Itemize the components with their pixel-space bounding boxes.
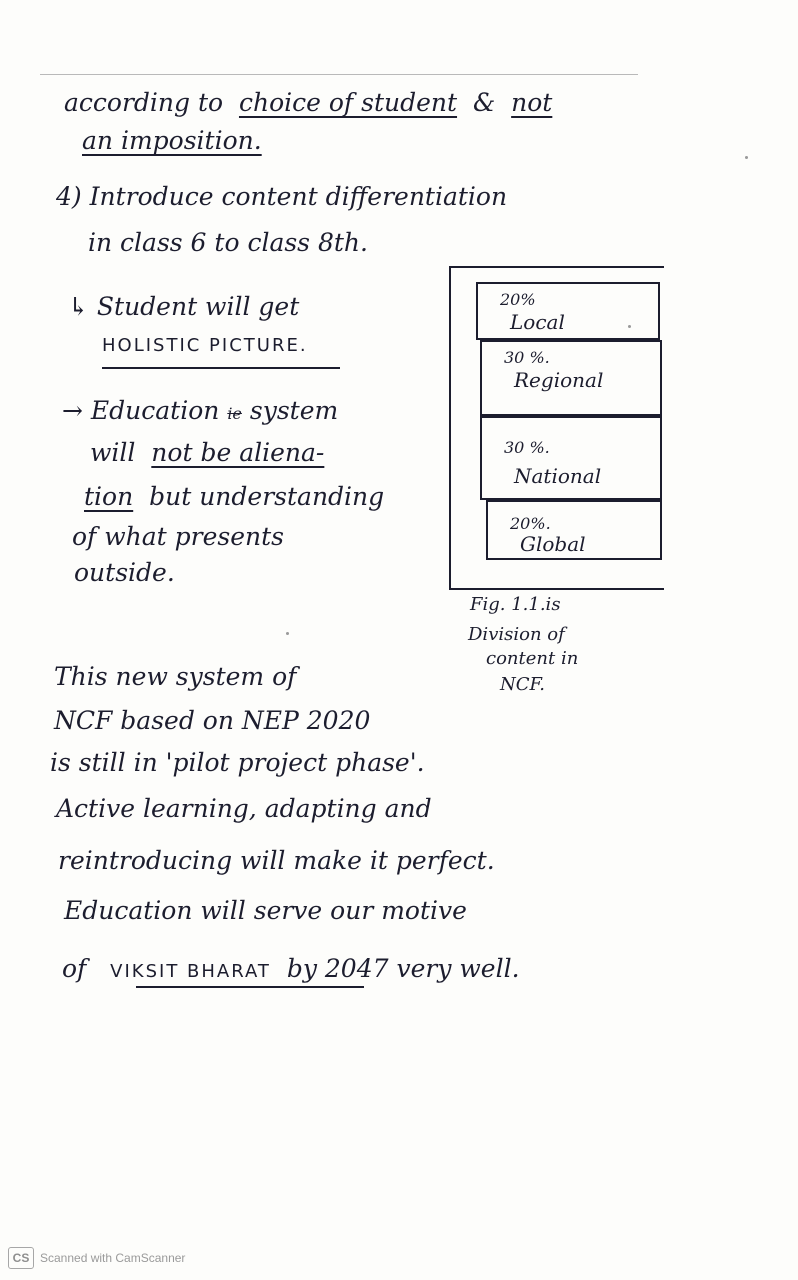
education-line-5: outside.	[74, 558, 175, 587]
text-fragment: will	[90, 438, 136, 467]
cell-label: Global	[520, 532, 586, 556]
text-fragment: but understanding	[149, 482, 385, 511]
diagram-cell-local	[476, 282, 660, 340]
scan-speck	[628, 325, 631, 328]
cell-label: Regional	[514, 368, 604, 392]
underlined-phrase: choice of student	[238, 88, 458, 117]
viksit-bharat-text: VIKSIT BHARAT	[110, 961, 271, 982]
underlined-phrase: not be aliena-	[151, 438, 325, 467]
diagram-cell-national	[480, 416, 662, 500]
paragraph-line-6: Education will serve our motive	[64, 896, 467, 925]
scanner-watermark	[8, 1247, 185, 1269]
scan-speck	[745, 156, 748, 159]
struck-out-word: ie	[227, 404, 242, 423]
cell-percent: 30 %.	[504, 438, 550, 457]
diagram-cell-global	[486, 500, 662, 560]
text-fragment: → Education	[62, 396, 220, 425]
holistic-line-1: ↳ Student will get	[68, 292, 300, 321]
paragraph-line-7	[62, 956, 520, 981]
cell-label: National	[514, 464, 602, 488]
cell-percent: 20%.	[510, 514, 551, 533]
holistic-picture-text: HOLISTIC PICTURE.	[102, 335, 308, 356]
point-4-heading: 4) Introduce content differentiation	[56, 182, 508, 211]
note-line-1	[64, 90, 552, 115]
watermark-text: Scanned with CamScanner	[40, 1251, 186, 1265]
text-fragment: according to	[64, 88, 224, 117]
text-fragment: by 2047 very well.	[286, 954, 520, 983]
figure-caption-line-2: Division of	[468, 624, 565, 645]
cell-label: Local	[510, 310, 565, 334]
figure-caption-line-1: Fig. 1.1.is	[470, 594, 561, 615]
paragraph-line-2: NCF based on NEP 2020	[54, 706, 371, 735]
education-line-2	[90, 440, 324, 465]
paragraph-line-1: This new system of	[54, 662, 297, 691]
page-top-edge	[40, 74, 638, 75]
camscanner-logo: CS	[8, 1247, 34, 1269]
education-line-1	[62, 398, 338, 423]
figure-caption-line-4: NCF.	[500, 674, 545, 695]
scan-speck	[286, 632, 289, 635]
point-4-line-2: in class 6 to class 8th.	[88, 228, 368, 257]
paragraph-line-3: is still in 'pilot project phase'.	[50, 748, 425, 777]
figure-caption-line-3: content in	[486, 648, 579, 669]
cell-percent: 20%	[500, 290, 536, 309]
paragraph-line-4: Active learning, adapting and	[56, 794, 432, 823]
note-line-2: an imposition.	[82, 126, 262, 155]
viksit-bharat-underline	[136, 986, 364, 988]
underlined-word: tion	[84, 482, 134, 511]
text-fragment: &	[472, 88, 496, 117]
underlined-word: not	[511, 88, 553, 117]
paragraph-line-5: reintroducing will make it perfect.	[58, 846, 495, 875]
diagram-cell-regional	[480, 340, 662, 416]
cell-percent: 30 %.	[504, 348, 550, 367]
text-fragment: system	[249, 396, 339, 425]
holistic-underline	[102, 367, 340, 369]
education-line-3	[84, 484, 384, 509]
text-fragment: of	[62, 954, 87, 983]
education-line-4: of what presents	[72, 522, 284, 551]
